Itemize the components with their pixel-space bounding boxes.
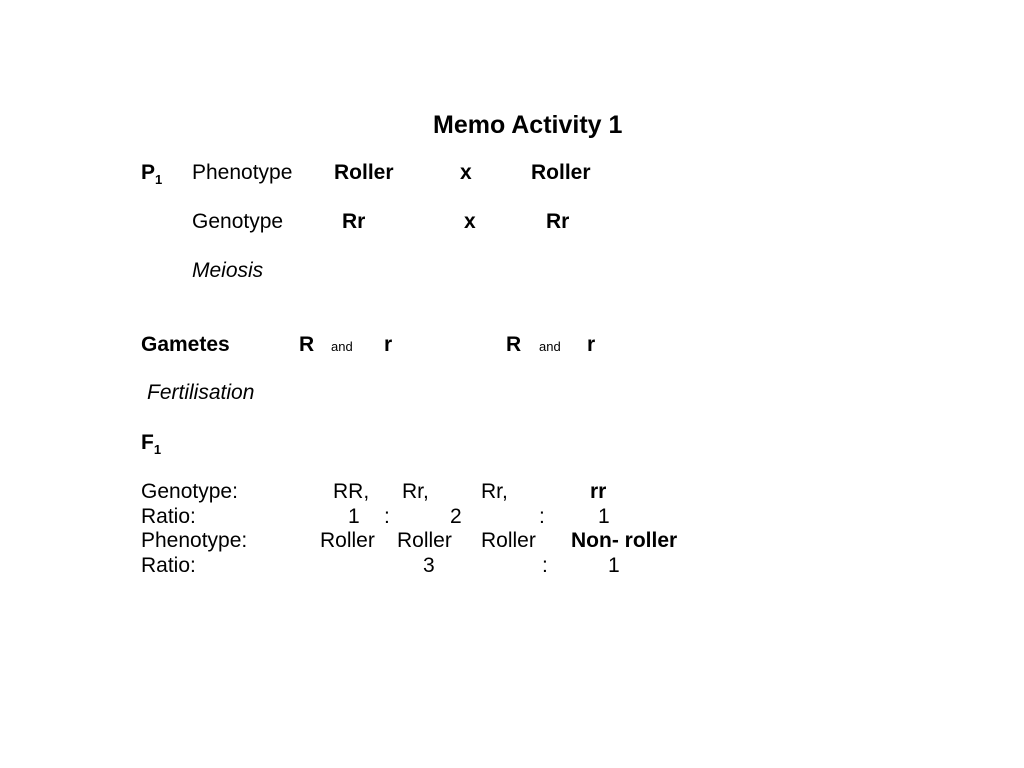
f1-genotype-2: Rr, bbox=[402, 480, 429, 503]
p1-label bbox=[141, 161, 163, 187]
f1-phenotype-2: Roller bbox=[397, 529, 452, 552]
f1-genotype-4: rr bbox=[590, 480, 607, 503]
p1-phenotype-left: Roller bbox=[334, 161, 394, 184]
p1-genotype-left: Rr bbox=[342, 210, 366, 233]
f1-genotype-ratio-3: 1 bbox=[598, 505, 610, 528]
p1-genotype-label: Genotype bbox=[192, 210, 284, 233]
fertilisation-label: Fertilisation bbox=[147, 381, 255, 404]
f1-phenotype-3: Roller bbox=[481, 529, 536, 552]
gamete-left-a: R bbox=[299, 333, 315, 356]
meiosis-label: Meiosis bbox=[192, 259, 264, 282]
f1-label bbox=[141, 431, 162, 457]
p1-phenotype-cross: x bbox=[460, 161, 472, 184]
gamete-right-a: R bbox=[506, 333, 522, 356]
f1-label-letter: F bbox=[141, 431, 154, 454]
gamete-right-and: and bbox=[539, 339, 561, 354]
f1-phenotype-1: Roller bbox=[320, 529, 375, 552]
f1-genotype-ratio-1: 1 bbox=[348, 505, 360, 528]
f1-label-subscript: 1 bbox=[153, 442, 162, 457]
f1-phenotype-ratio-label: Ratio: bbox=[141, 554, 196, 577]
f1-genotype-ratio-label: Ratio: bbox=[141, 505, 196, 528]
f1-genotype-ratio-sep-2: : bbox=[539, 505, 545, 528]
f1-genotype-label: Genotype: bbox=[141, 480, 238, 503]
f1-phenotype-ratio-1: 3 bbox=[423, 554, 435, 577]
f1-genotype-3: Rr, bbox=[481, 480, 508, 503]
p1-phenotype-right: Roller bbox=[531, 161, 591, 184]
gamete-left-and: and bbox=[331, 339, 353, 354]
f1-phenotype-ratio-2: 1 bbox=[608, 554, 620, 577]
p1-genotype-right: Rr bbox=[546, 210, 570, 233]
f1-genotype-1: RR, bbox=[333, 480, 370, 503]
page-title: Memo Activity 1 bbox=[433, 111, 623, 139]
f1-phenotype-ratio-sep: : bbox=[542, 554, 548, 577]
p1-label-letter: P bbox=[141, 161, 156, 184]
gamete-left-b: r bbox=[384, 333, 393, 356]
p1-genotype-cross: x bbox=[464, 210, 476, 233]
gamete-right-b: r bbox=[587, 333, 596, 356]
p1-phenotype-label: Phenotype bbox=[192, 161, 293, 184]
gametes-label: Gametes bbox=[141, 333, 230, 356]
f1-genotype-ratio-sep-1: : bbox=[384, 505, 390, 528]
f1-phenotype-4: Non- roller bbox=[571, 529, 678, 552]
p1-label-subscript: 1 bbox=[155, 172, 163, 187]
f1-genotype-ratio-2: 2 bbox=[450, 505, 462, 528]
f1-phenotype-label: Phenotype: bbox=[141, 529, 248, 552]
